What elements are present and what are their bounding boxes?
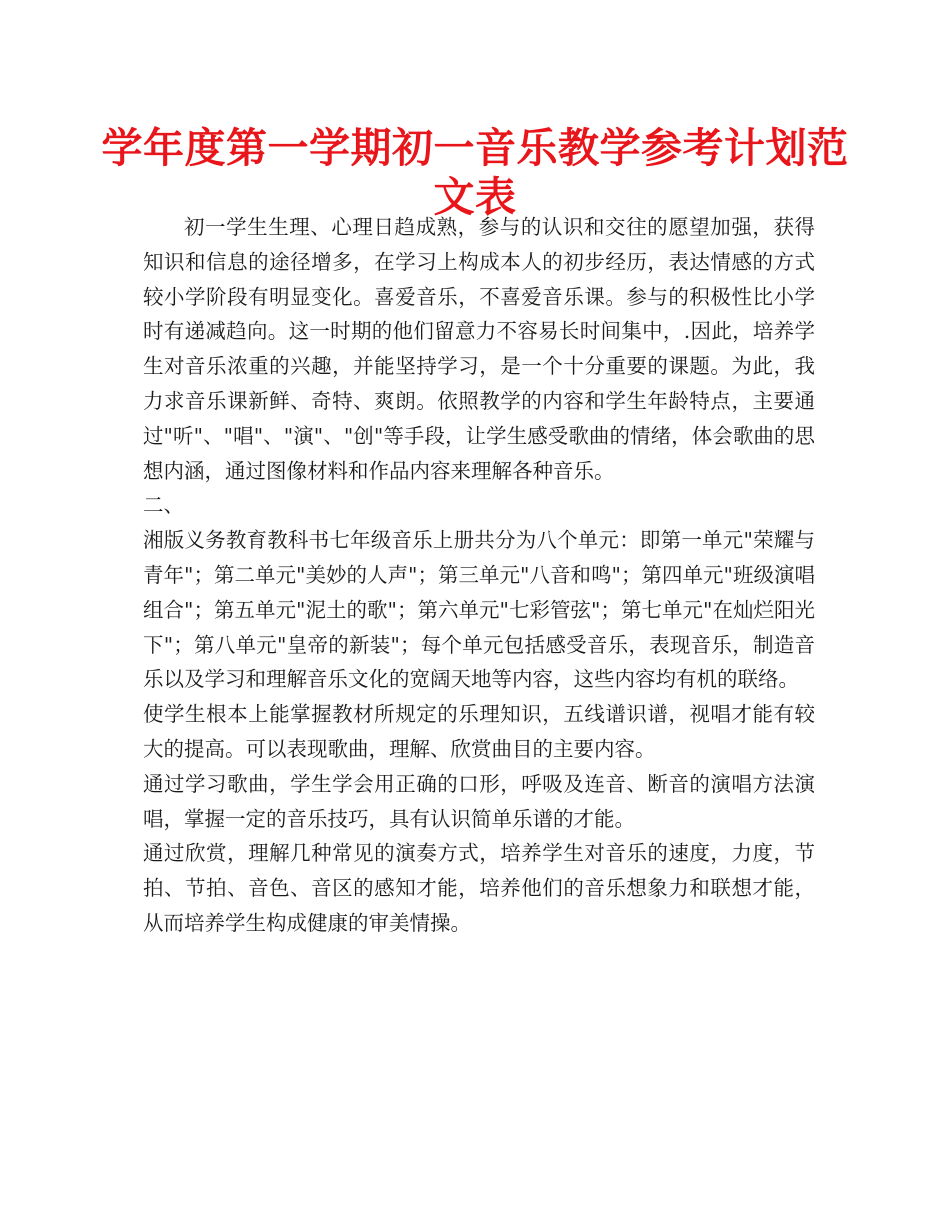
paragraph-units: 湘版义务教育教科书七年级音乐上册共分为八个单元：即第一单元"荣耀与青年"；第二单元"美妙的人声"；第三单元"八音和鸣"；第四单元"班级演唱组合"；第五单元"泥土的歌"；第六单元"七彩管弦"；第七单元"在灿烂阳光下"；第八单元"皇帝的新装"；每个单元包括感受音乐，表现音乐，制造音乐以及学习和理解音乐文化的宽阔天地等内容，这些内容均有机的联络。: [143, 528, 815, 692]
document-title: 学年度第一学期初一音乐教学参考计划范文表: [101, 124, 849, 221]
section-heading-two: 二、: [143, 493, 184, 518]
document-body: [143, 210, 815, 941]
paragraph-goal-singing: 通过学习歌曲，学生学会用正确的口形，呼吸及连音、断音的演唱方法演唱，掌握一定的音乐技巧，具有认识简单乐谱的才能。: [143, 771, 815, 831]
paragraph-goal-appreciation: 通过欣赏，理解几种常见的演奏方式，培养学生对音乐的速度，力度，节拍、节拍、音色、音区的感知才能，培养他们的音乐想象力和联想才能，从而培养学生构成健康的审美情操。: [143, 841, 815, 935]
paragraph-goal-theory: 使学生根本上能掌握教材所规定的乐理知识，五线谱识谱，视唱才能有较大的提高。可以表现歌曲，理解、欣赏曲目的主要内容。: [143, 702, 815, 761]
paragraph-intro: 初一学生生理、心理日趋成熟，参与的认识和交往的愿望加强，获得知识和信息的途径增多，在学习上构成本人的初步经历，表达情感的方式较小学阶段有明显变化。喜爱音乐，不喜爱音乐课。参与的积极性比小学时有递减趋向。这一时期的他们留意力不容易长时间集中，.因此，培养学生对音乐浓重的兴趣，并能坚持学习，是一个十分重要的课题。为此，我力求音乐课新鲜、奇特、爽朗。依照教学的内容和学生年龄特点，主要通过"听"、"唱"、"演"、"创"等手段，让学生感受歌曲的情绪，体会歌曲的思想内涵，通过图像材料和作品内容来理解各种音乐。: [143, 215, 815, 483]
